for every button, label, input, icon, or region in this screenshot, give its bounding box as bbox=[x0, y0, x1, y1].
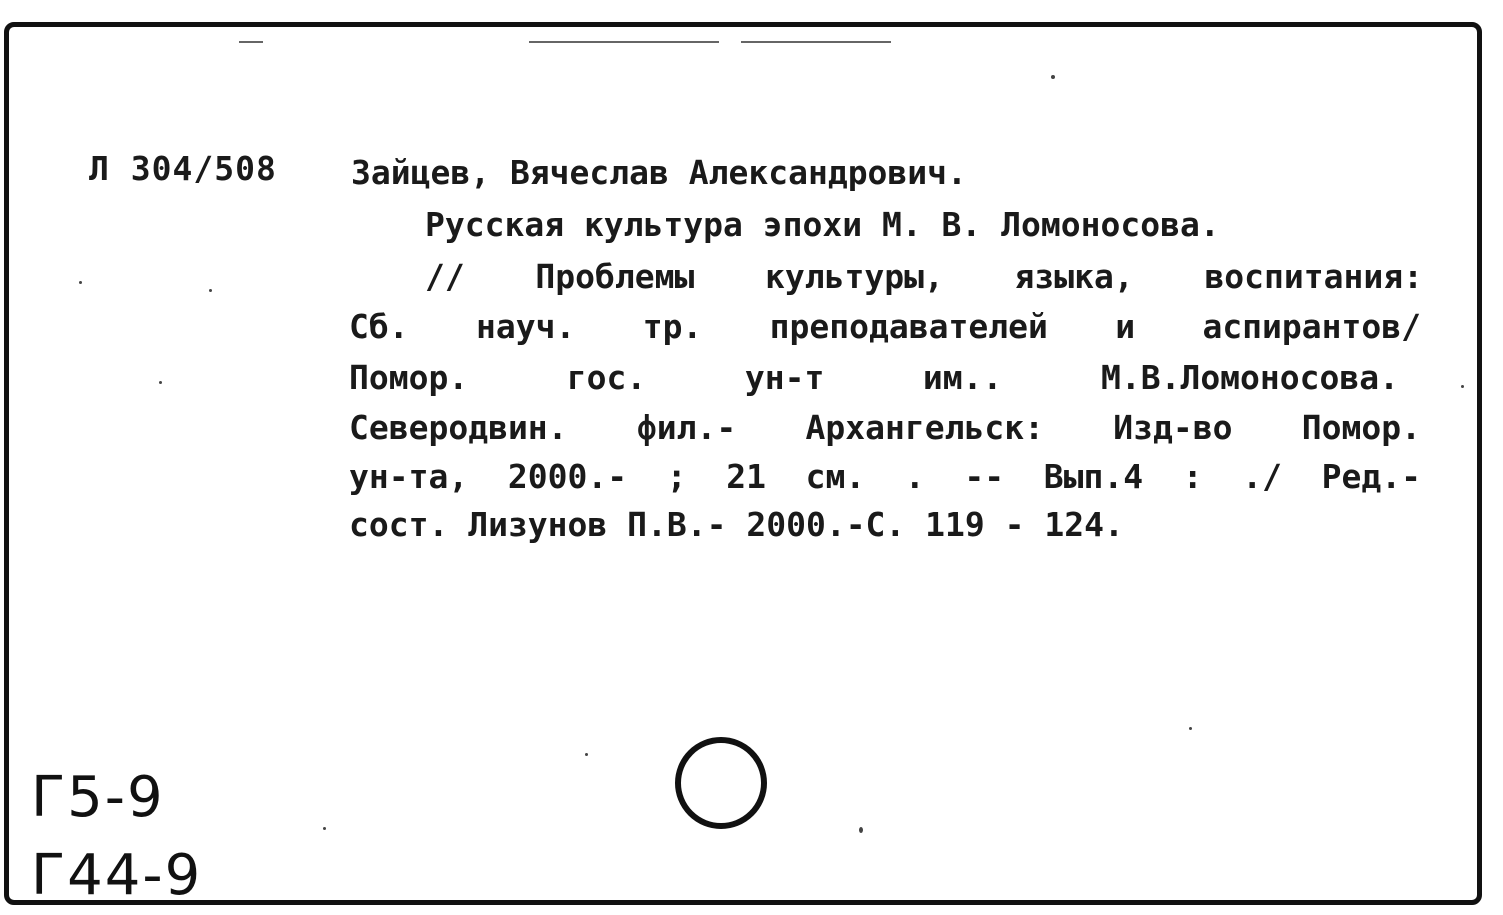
dust-speck bbox=[323, 827, 326, 830]
shelfmark: Л 304/508 bbox=[89, 149, 277, 188]
dust-speck bbox=[1461, 385, 1464, 388]
dust-speck bbox=[1051, 75, 1055, 79]
author-line: Зайцев, Вячеслав Александрович. bbox=[351, 153, 967, 192]
punch-hole-circle bbox=[675, 737, 767, 829]
dust-speck bbox=[159, 381, 162, 384]
dust-speck bbox=[209, 289, 212, 292]
dust-speck bbox=[859, 827, 863, 833]
description-line: // Проблемы культуры, языка, воспитания: bbox=[425, 257, 1423, 296]
title-line: Русская культура эпохи М. В. Ломоносова. bbox=[425, 205, 1220, 244]
description-line: Северодвин. фил.- Архангельск: Изд-во Помор. bbox=[349, 408, 1421, 447]
catalog-card bbox=[4, 22, 1482, 905]
description-line: ун-та, 2000.- ; 21 см. . -- Вып.4 : ./ Ред.- bbox=[349, 457, 1421, 496]
handwritten-code: Г5-9 bbox=[31, 765, 165, 830]
dust-speck bbox=[585, 753, 588, 756]
handwritten-code: Г44-9 bbox=[31, 843, 203, 905]
description-line: сост. Лизунов П.В.- 2000.-С. 119 - 124. bbox=[349, 505, 1124, 544]
dust-speck bbox=[1189, 727, 1192, 730]
top-scratch-mark bbox=[741, 41, 891, 43]
description-line: Помор. гос. ун-т им.. М.В.Ломоносова. bbox=[349, 358, 1399, 397]
top-scratch-mark bbox=[529, 41, 719, 43]
top-scratch-mark bbox=[239, 41, 263, 43]
description-line: Сб. науч. тр. преподавателей и аспирантов/ bbox=[349, 307, 1421, 346]
dust-speck bbox=[79, 281, 82, 284]
